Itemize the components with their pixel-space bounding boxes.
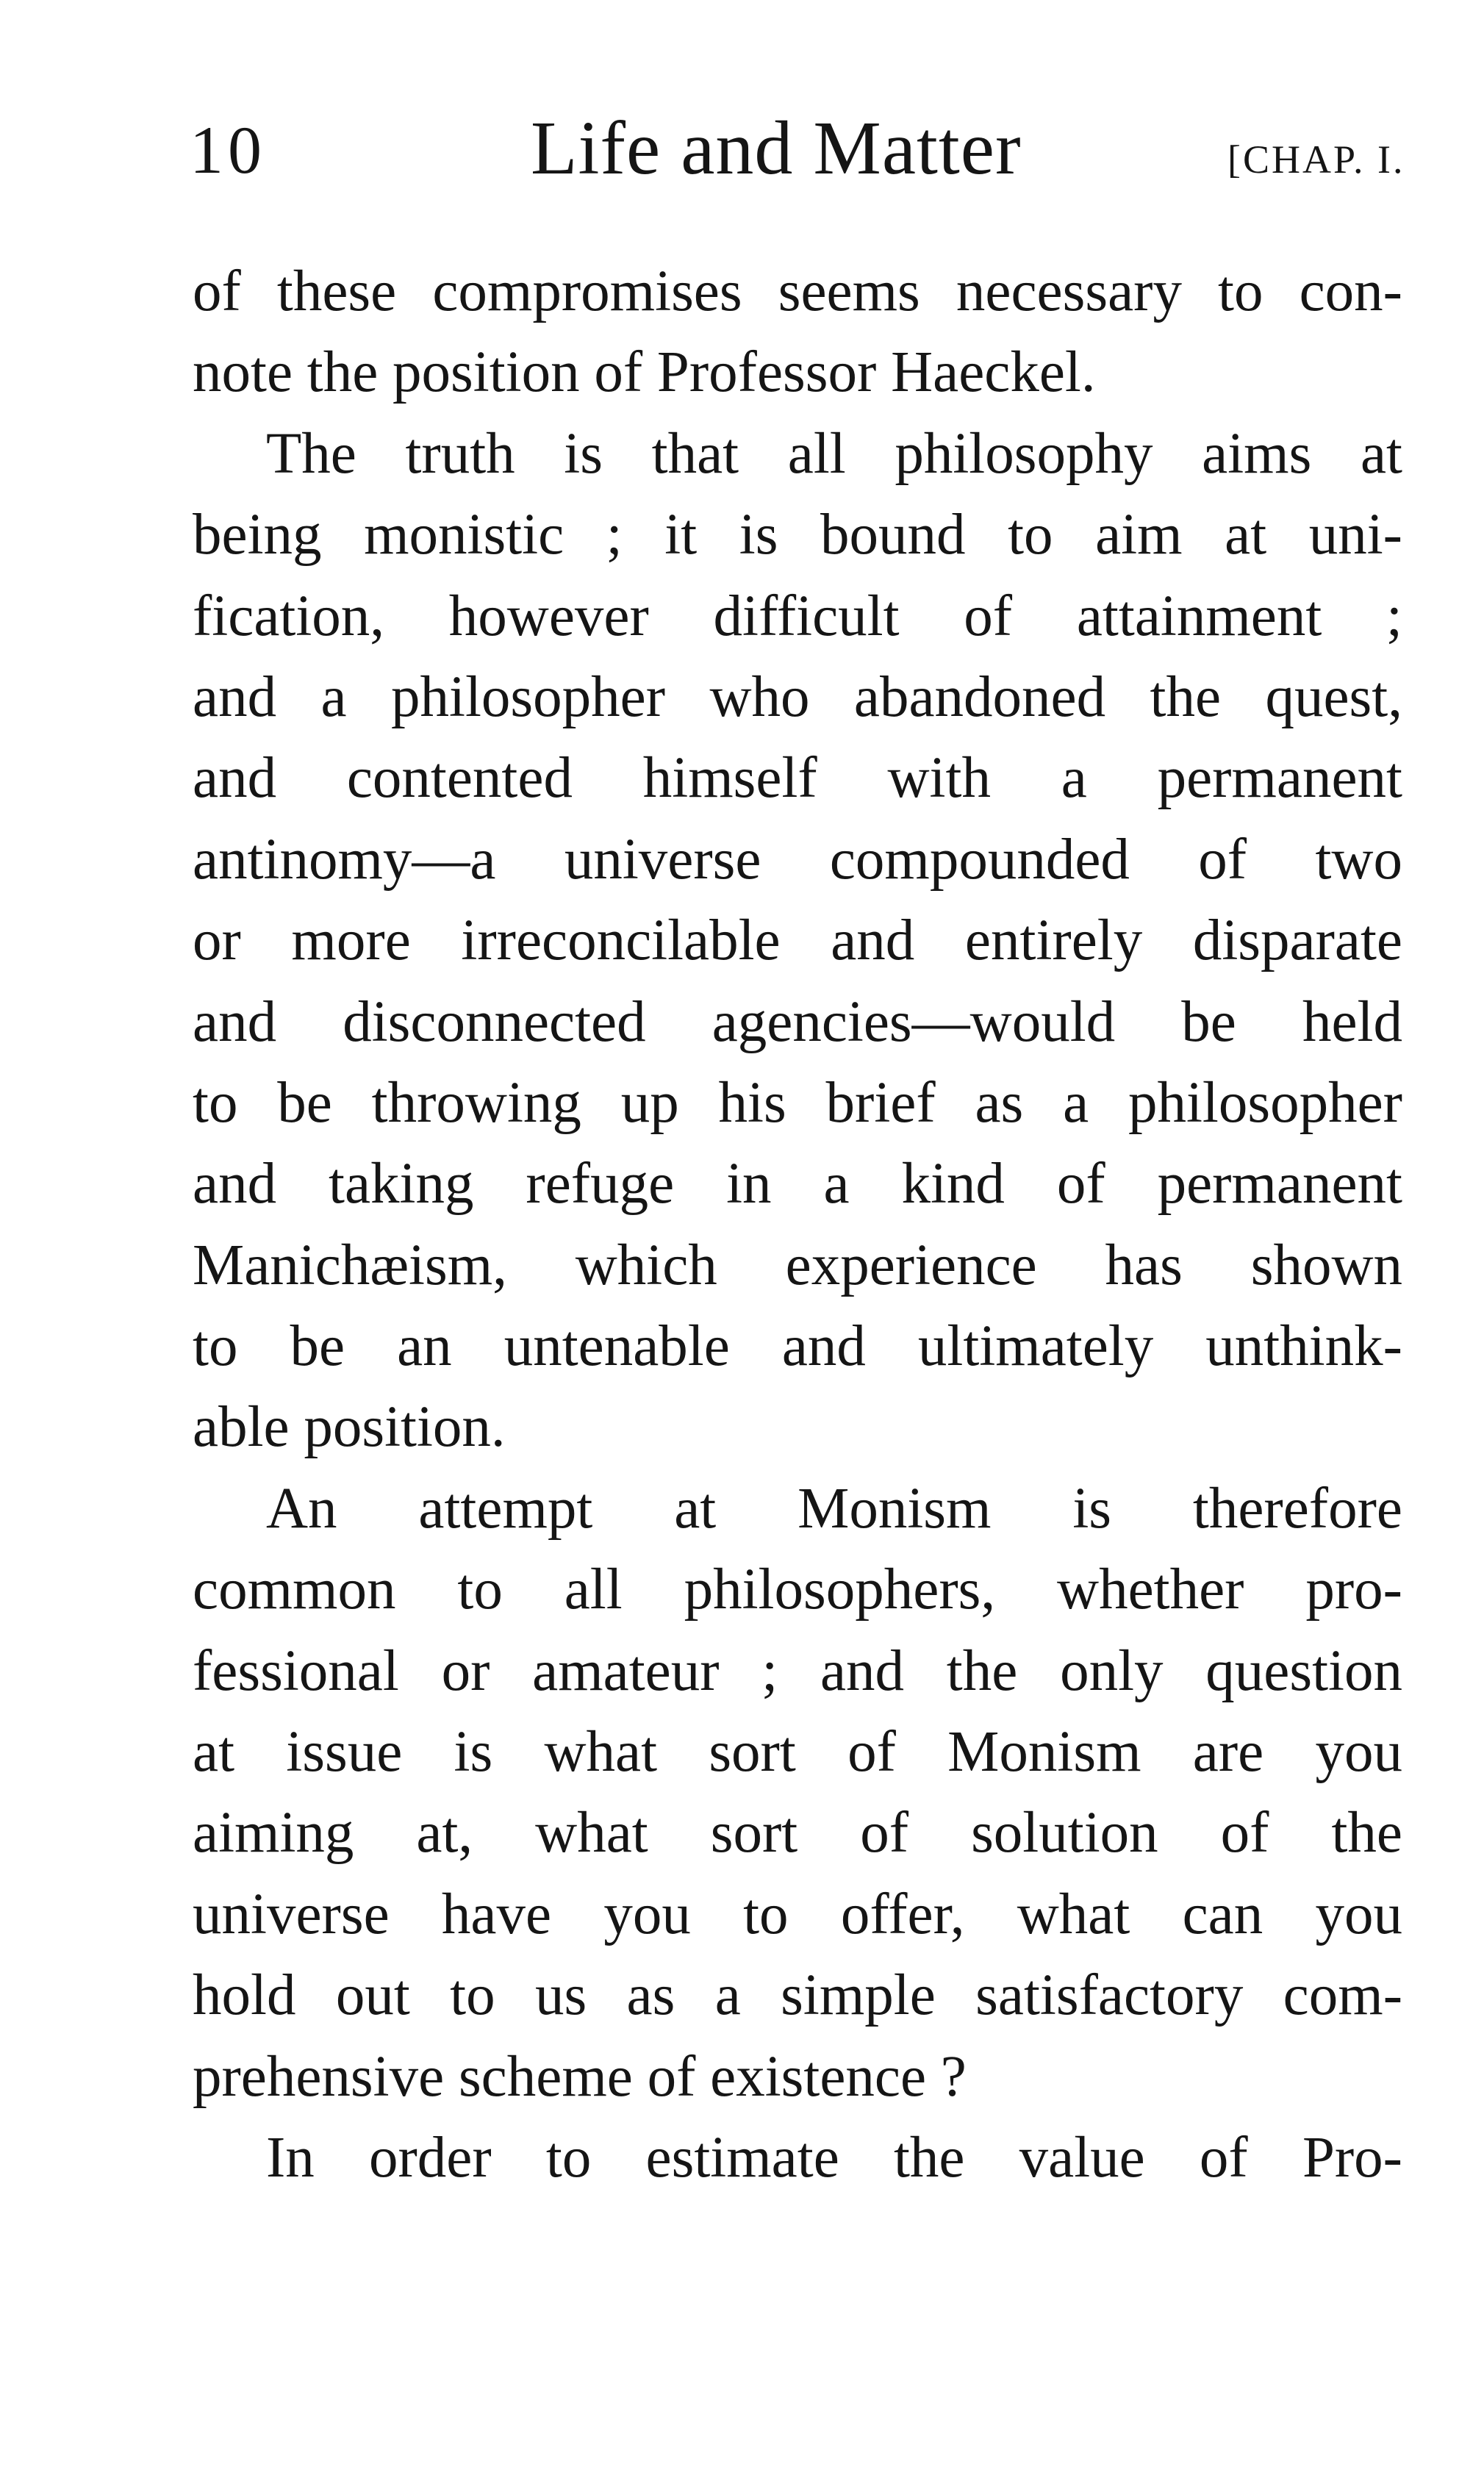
body-text [193,251,1402,2199]
text-line: at issue is what sort of Monism are you [193,1720,1402,1785]
page-number: 10 [190,112,266,187]
text-line: able position. [193,1395,506,1460]
text-line: aiming at, what sort of solution of the [193,1801,1402,1866]
text-line: of these compromises seems necessary to con- [193,259,1402,323]
chapter-reference: [CHAP. I. [1227,137,1405,182]
text-line: to be an untenable and ultimately unthink- [193,1314,1402,1379]
text-line: universe have you to offer, what can you [193,1882,1402,1946]
text-line: The truth is that all philosophy aims at [266,421,1402,486]
text-line: prehensive scheme of existence ? [193,2044,967,2109]
text-line: An attempt at Monism is therefore [266,1476,1402,1541]
text-line: and a philosopher who abandoned the quest, [193,664,1402,729]
text-line: fessional or amateur ; and the only question [193,1638,1402,1703]
text-line: hold out to us as a simple satisfactory com- [193,1963,1402,2028]
text-line: fication, however difficult of attainment ; [193,584,1402,648]
text-line: being monistic ; it is bound to aim at uni- [193,503,1402,567]
text-line: and taking refuge in a kind of permanent [193,1152,1402,1217]
text-line: In order to estimate the value of Pro- [266,2125,1402,2190]
page-header [0,106,1484,213]
text-line: note the position of Professor Haeckel. [193,340,1096,405]
text-line: common to all philosophers, whether pro- [193,1558,1402,1622]
text-line: to be throwing up his brief as a philosopher [193,1070,1402,1135]
running-title: Life and Matter [531,106,1022,190]
text-line: or more irreconcilable and entirely disparate [193,909,1402,973]
text-line: and disconnected agencies—would be held [193,989,1402,1054]
text-line: and contented himself with a permanent [193,746,1402,811]
text-line: Manichæism, which experience has shown [193,1233,1402,1297]
text-line: antinomy—a universe compounded of two [193,827,1402,892]
